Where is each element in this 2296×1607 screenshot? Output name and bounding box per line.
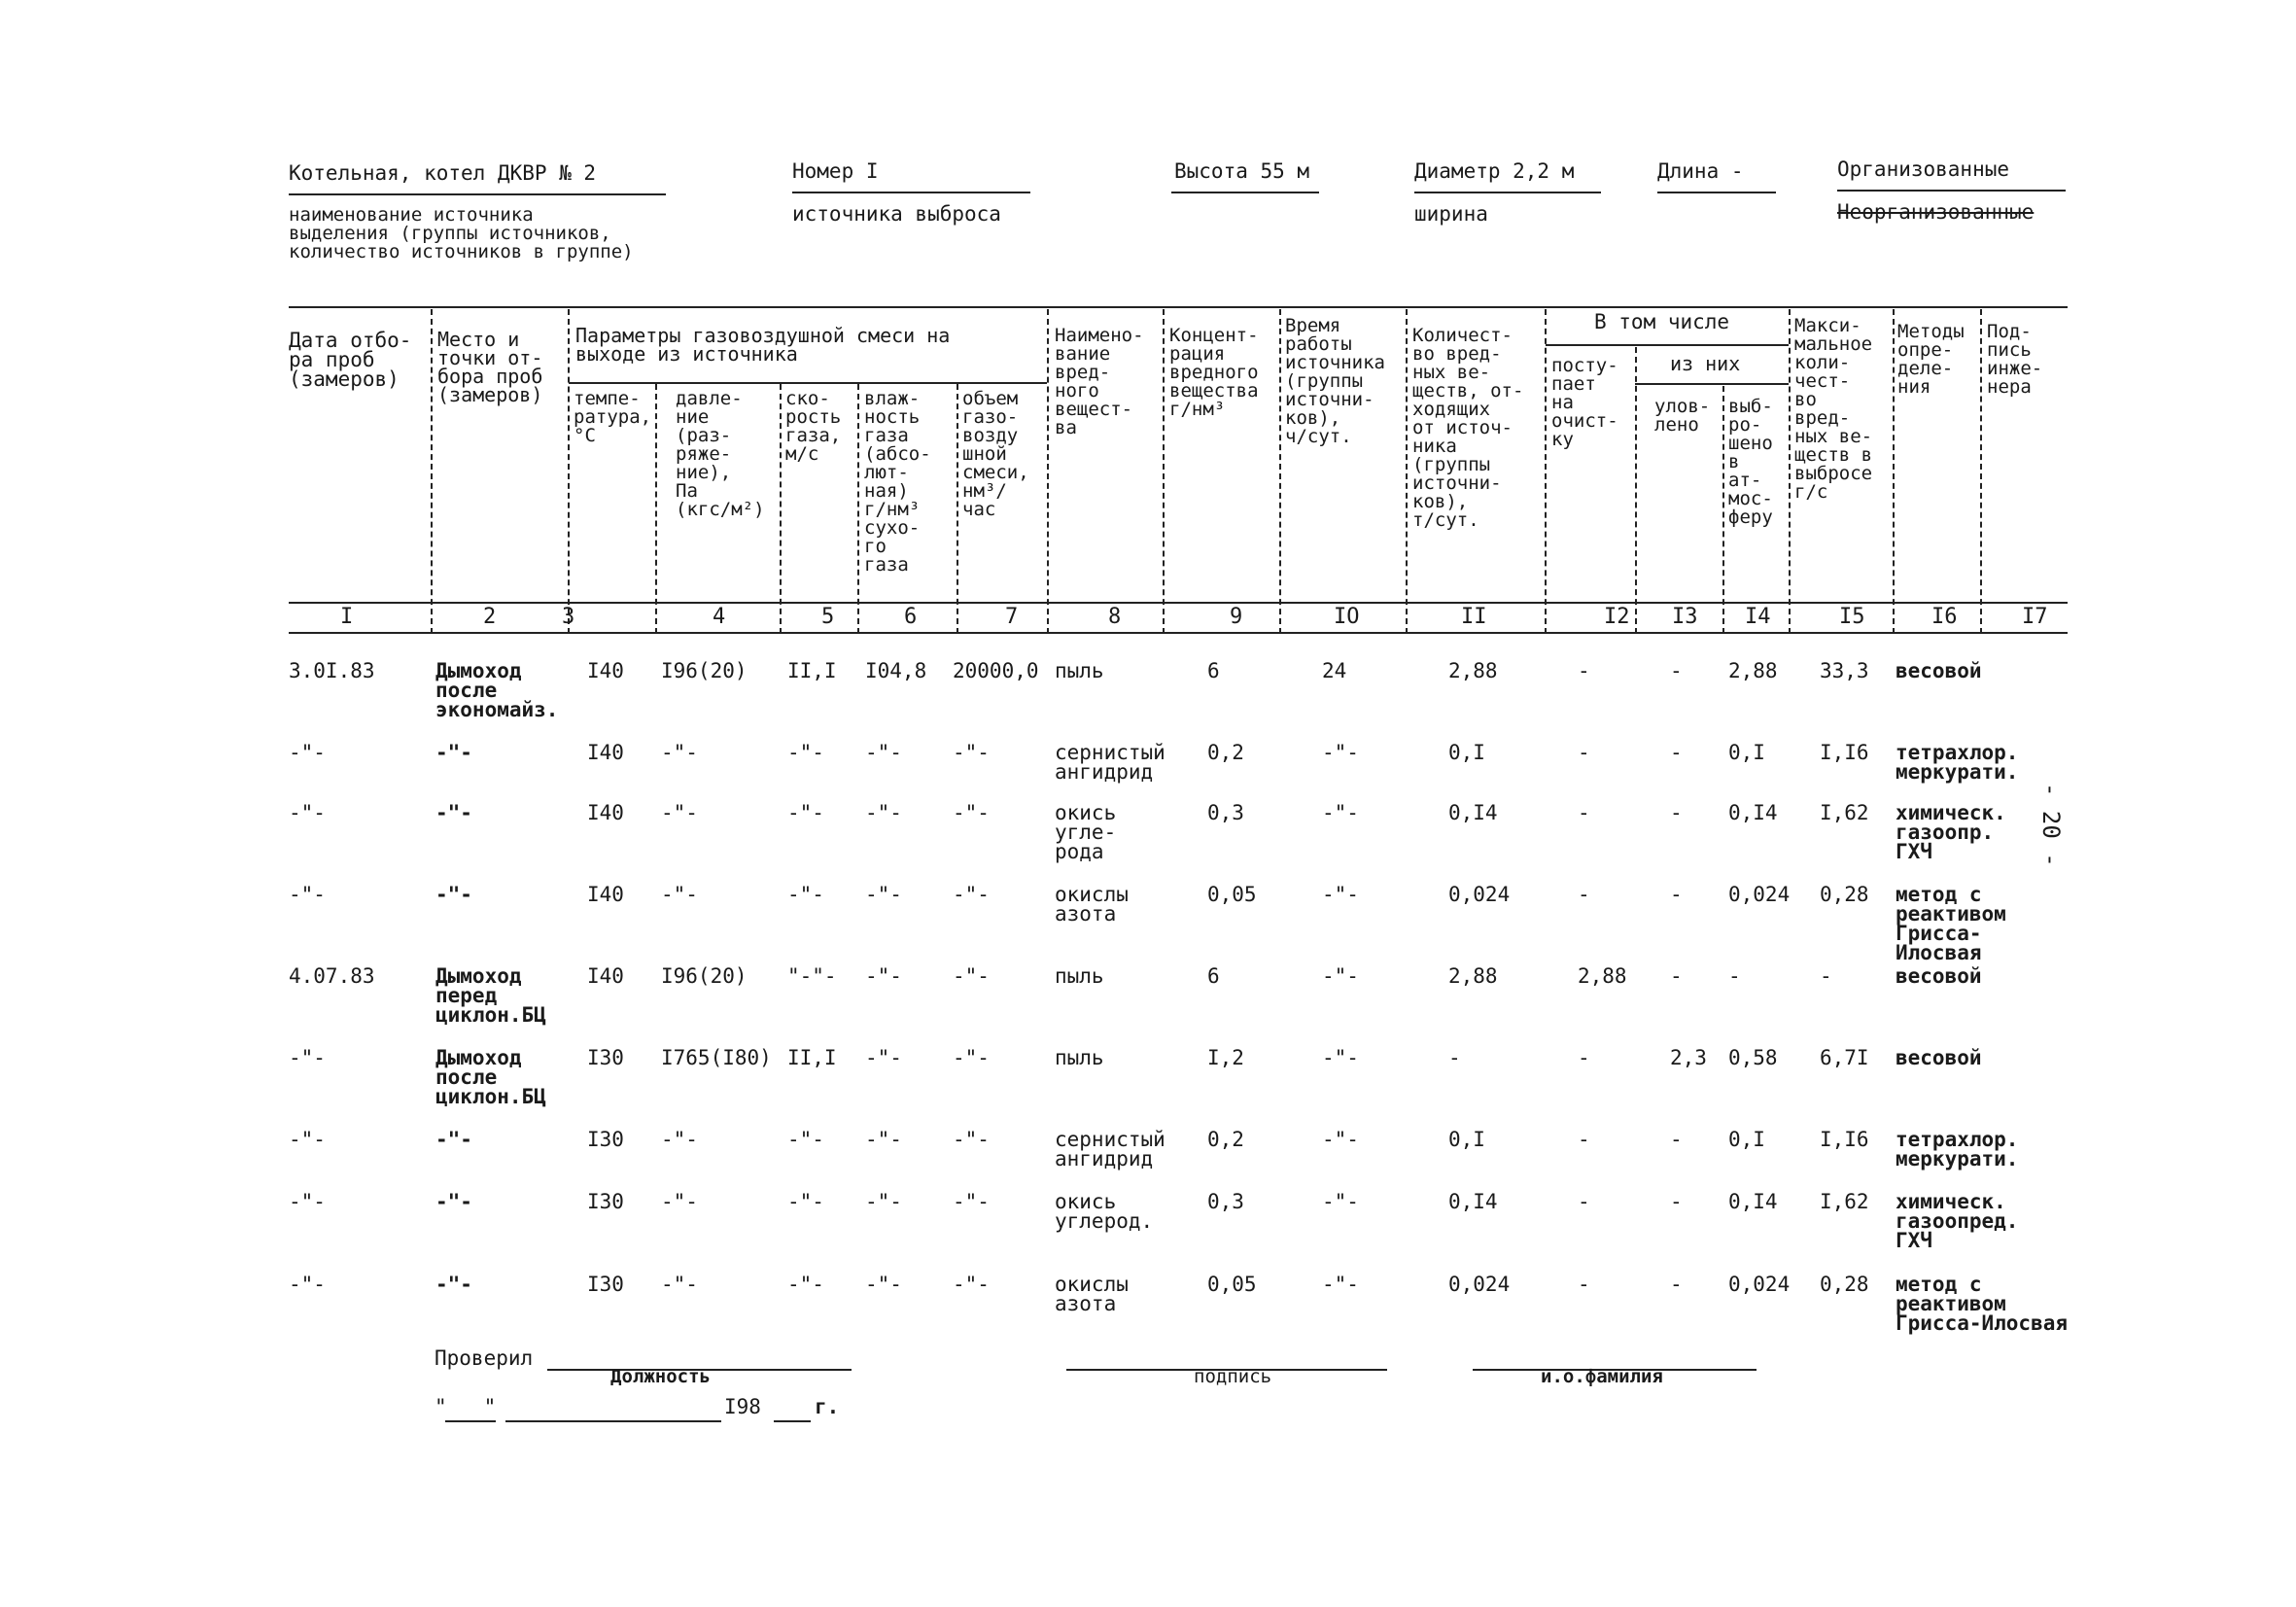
cell-to-clean: - xyxy=(1578,741,1590,764)
cell-speed: -"- xyxy=(787,741,824,764)
cell-method: химическ. газоопр. ГХЧ xyxy=(1896,801,2006,863)
cell-caught: - xyxy=(1670,964,1683,988)
divider xyxy=(1657,192,1776,193)
cell-to-clean: - xyxy=(1578,801,1590,824)
cell-caught: 2,3 xyxy=(1670,1046,1707,1069)
cell-to-clean: - xyxy=(1578,1046,1590,1069)
cell-max: - xyxy=(1820,964,1832,988)
cell-time: 24 xyxy=(1322,659,1347,682)
in-total-sub-border xyxy=(1546,344,1789,346)
divider xyxy=(1171,192,1319,193)
date-day-line xyxy=(445,1420,496,1422)
cell-place: -"- xyxy=(435,1273,472,1296)
divider xyxy=(792,192,1030,193)
cell-speed: II,I xyxy=(787,659,837,682)
column-number: 2 xyxy=(483,605,497,629)
cell-amount: 0,I4 xyxy=(1448,801,1498,824)
cell-max: 0,28 xyxy=(1820,1273,1869,1296)
cell-conc: 0,3 xyxy=(1207,801,1244,824)
cell-time: -"- xyxy=(1322,1128,1359,1151)
cell-date: 4.07.83 xyxy=(289,964,375,988)
table-top-border xyxy=(289,306,2068,308)
cell-place: -"- xyxy=(435,1128,472,1151)
col-sep xyxy=(1406,309,1409,634)
col-speed-header: ско- рость газа, м/с xyxy=(785,388,842,465)
cell-time: -"- xyxy=(1322,801,1359,824)
cell-date: -"- xyxy=(289,1190,326,1213)
cell-time: -"- xyxy=(1322,964,1359,988)
col-sep xyxy=(1893,309,1896,634)
column-number: II xyxy=(1461,605,1487,629)
cell-speed: II,I xyxy=(787,1046,837,1069)
cell-method: метод с реактивом Грисса- Илосвая xyxy=(1896,883,2006,964)
cell-substance: сернистый ангидрид xyxy=(1055,1128,1165,1170)
cell-caught: - xyxy=(1670,883,1683,906)
cell-pressure: I96(20) xyxy=(661,659,748,682)
source-name: Котельная, котел ДКВР № 2 xyxy=(289,161,597,185)
cell-method: тетрахлор. меркурати. xyxy=(1896,741,2019,784)
cell-place: Дымоход перед циклон.БЦ xyxy=(435,964,546,1027)
cell-substance: окись угле- рода xyxy=(1055,801,1117,863)
source-number: Номер I xyxy=(792,159,879,183)
cell-time: -"- xyxy=(1322,1190,1359,1213)
cell-method: тетрахлор. меркурати. xyxy=(1896,1128,2019,1170)
cell-conc: 0,05 xyxy=(1207,883,1257,906)
col-date-header: Дата отбо- ра проб (замеров) xyxy=(289,329,412,391)
cell-substance: пыль xyxy=(1055,1046,1104,1069)
col-pressure-header: давле- ние (раз- ряже- ние), Па (кгс/м²) xyxy=(676,388,765,520)
stack-height: Высота 55 м xyxy=(1174,159,1310,183)
unorganized-label: Неорганизованные xyxy=(1837,200,2035,224)
col-sep xyxy=(1279,309,1283,634)
cell-emitted: 0,I xyxy=(1728,1128,1765,1151)
divider xyxy=(289,193,666,195)
col-sep xyxy=(1980,309,1984,634)
cell-date: -"- xyxy=(289,1273,326,1296)
cell-to-clean: - xyxy=(1578,1273,1590,1296)
column-number: 6 xyxy=(904,605,918,629)
cell-to-clean: - xyxy=(1578,1190,1590,1213)
cell-volume: -"- xyxy=(953,741,990,764)
cell-volume: -"- xyxy=(953,1273,990,1296)
cell-humidity: I04,8 xyxy=(865,659,927,682)
col-volume-header: объем газо- возду шной смеси, нм³/ час xyxy=(962,388,1029,520)
cell-temp: I40 xyxy=(587,883,624,906)
column-number: I xyxy=(340,605,354,629)
cell-volume: -"- xyxy=(953,801,990,824)
cell-temp: I40 xyxy=(587,801,624,824)
col-sep xyxy=(431,309,435,634)
stack-length: Длина - xyxy=(1657,159,1744,183)
col-sep xyxy=(957,384,960,634)
cell-date: -"- xyxy=(289,801,326,824)
cell-temp: I30 xyxy=(587,1273,624,1296)
cell-place: -"- xyxy=(435,1190,472,1213)
cell-substance: сернистый ангидрид xyxy=(1055,741,1165,784)
cell-place: -"- xyxy=(435,801,472,824)
cell-humidity: -"- xyxy=(865,741,902,764)
col-sep xyxy=(568,309,572,634)
col-to-cleaning-header: посту- пает на очист- ку xyxy=(1551,355,1618,450)
cell-to-clean: - xyxy=(1578,883,1590,906)
page-number: - 20 - xyxy=(2037,783,2065,867)
col-sep xyxy=(1635,347,1639,634)
cell-conc: 0,3 xyxy=(1207,1190,1244,1213)
name-caption: и.о.фамилия xyxy=(1541,1366,1663,1387)
cell-amount: 0,024 xyxy=(1448,1273,1511,1296)
of-them-header: из них xyxy=(1670,352,1741,375)
cell-method: весовой xyxy=(1896,1046,1982,1069)
cell-humidity: -"- xyxy=(865,801,902,824)
col-signature-header: Под- пись инже- нера xyxy=(1987,321,2043,398)
source-caption: наименование источника выделения (группы источников, количество источников в группе) xyxy=(289,204,634,262)
cell-volume: 20000,0 xyxy=(953,659,1039,682)
column-number: I5 xyxy=(1839,605,1865,629)
column-number: 5 xyxy=(821,605,835,629)
column-number: I2 xyxy=(1604,605,1630,629)
cell-emitted: 0,I4 xyxy=(1728,1190,1778,1213)
params-sub-border xyxy=(569,382,1047,384)
cell-temp: I40 xyxy=(587,741,624,764)
cell-caught: - xyxy=(1670,1128,1683,1151)
cell-amount: - xyxy=(1448,1046,1461,1069)
col-emitted-header: выб- ро- шено в ат- мос- феру xyxy=(1728,396,1773,528)
cell-temp: I30 xyxy=(587,1190,624,1213)
col-method-header: Методы опре- деле- ния xyxy=(1897,321,1965,398)
numbers-top-border xyxy=(289,602,2068,604)
column-number: 4 xyxy=(713,605,726,629)
cell-volume: -"- xyxy=(953,1190,990,1213)
cell-speed: -"- xyxy=(787,883,824,906)
cell-amount: 2,88 xyxy=(1448,659,1498,682)
params-group-header: Параметры газовоздушной смеси на выходе из источника xyxy=(575,324,951,366)
date-month-line xyxy=(505,1420,721,1422)
cell-date: -"- xyxy=(289,1046,326,1069)
cell-amount: 0,I xyxy=(1448,1128,1485,1151)
cell-conc: I,2 xyxy=(1207,1046,1244,1069)
cell-volume: -"- xyxy=(953,1046,990,1069)
cell-amount: 0,I4 xyxy=(1448,1190,1498,1213)
cell-emitted: 0,I4 xyxy=(1728,801,1778,824)
col-max-header: Макси- мальное коли- чест- во вред- ных ве- ществ в выбросе г/с xyxy=(1794,315,1873,503)
cell-method: весовой xyxy=(1896,964,1982,988)
cell-substance: окислы азота xyxy=(1055,883,1129,926)
cell-humidity: -"- xyxy=(865,1190,902,1213)
cell-emitted: - xyxy=(1728,964,1741,988)
cell-pressure: -"- xyxy=(661,1128,698,1151)
cell-volume: -"- xyxy=(953,883,990,906)
cell-date: -"- xyxy=(289,883,326,906)
cell-max: 6,7I xyxy=(1820,1046,1869,1069)
cell-time: -"- xyxy=(1322,883,1359,906)
cell-emitted: 2,88 xyxy=(1728,659,1778,682)
year-line xyxy=(774,1420,811,1422)
cell-amount: 2,88 xyxy=(1448,964,1498,988)
cell-max: I,I6 xyxy=(1820,1128,1869,1151)
column-number: 9 xyxy=(1230,605,1243,629)
col-substance-header: Наимено- вание вред- ного вещест- ва xyxy=(1055,325,1144,438)
cell-temp: I40 xyxy=(587,964,624,988)
col-work-time-header: Время работы источника (группы источни- ков), ч/сут. xyxy=(1285,315,1385,447)
cell-humidity: -"- xyxy=(865,1046,902,1069)
cell-emitted: 0,024 xyxy=(1728,883,1791,906)
cell-temp: I30 xyxy=(587,1128,624,1151)
cell-place: -"- xyxy=(435,741,472,764)
signature-caption: подпись xyxy=(1194,1366,1272,1387)
cell-caught: - xyxy=(1670,659,1683,682)
cell-date: -"- xyxy=(289,741,326,764)
cell-caught: - xyxy=(1670,1273,1683,1296)
cell-date: 3.0I.83 xyxy=(289,659,375,682)
cell-pressure: -"- xyxy=(661,1273,698,1296)
col-sep xyxy=(655,384,659,634)
cell-conc: 6 xyxy=(1207,659,1220,682)
cell-caught: - xyxy=(1670,741,1683,764)
cell-substance: пыль xyxy=(1055,659,1104,682)
cell-time: -"- xyxy=(1322,741,1359,764)
year-prefix: I98 xyxy=(724,1395,761,1418)
checked-label: Проверил xyxy=(435,1346,534,1370)
cell-substance: окись углерод. xyxy=(1055,1190,1154,1233)
col-sep xyxy=(1545,309,1548,634)
cell-to-clean: - xyxy=(1578,1128,1590,1151)
cell-speed: -"- xyxy=(787,1190,824,1213)
cell-amount: 0,024 xyxy=(1448,883,1511,906)
cell-place: Дымоход после экономайз. xyxy=(435,659,559,721)
divider xyxy=(1414,192,1601,193)
col-caught-header: улов- лено xyxy=(1654,396,1711,436)
col-place-header: Место и точки от- бора проб (замеров) xyxy=(437,328,543,406)
cell-conc: 0,05 xyxy=(1207,1273,1257,1296)
cell-emitted: 0,58 xyxy=(1728,1046,1778,1069)
cell-pressure: I765(I80) xyxy=(661,1046,772,1069)
col-concentration-header: Концент- рация вредного вещества г/нм³ xyxy=(1169,325,1259,420)
column-number: 7 xyxy=(1005,605,1019,629)
cell-conc: 6 xyxy=(1207,964,1220,988)
column-number: IO xyxy=(1334,605,1360,629)
cell-caught: - xyxy=(1670,1190,1683,1213)
cell-speed: "-"- xyxy=(787,964,837,988)
col-sep xyxy=(1047,309,1051,634)
cell-place: Дымоход после циклон.БЦ xyxy=(435,1046,546,1108)
cell-place: -"- xyxy=(435,883,472,906)
column-number: 3 xyxy=(562,605,575,629)
cell-caught: - xyxy=(1670,801,1683,824)
cell-volume: -"- xyxy=(953,964,990,988)
cell-max: I,62 xyxy=(1820,801,1869,824)
col-sep xyxy=(1163,309,1166,634)
cell-volume: -"- xyxy=(953,1128,990,1151)
column-number: 8 xyxy=(1108,605,1122,629)
col-humidity-header: влаж- ность газа (абсо- лют- ная) г/нм³ сухо- го газа xyxy=(864,388,931,576)
cell-pressure: I96(20) xyxy=(661,964,748,988)
cell-to-clean: 2,88 xyxy=(1578,964,1627,988)
cell-method: весовой xyxy=(1896,659,1982,682)
cell-emitted: 0,I xyxy=(1728,741,1765,764)
number-caption: источника выброса xyxy=(792,202,1001,226)
width-caption: ширина xyxy=(1414,202,1488,226)
column-number: I6 xyxy=(1931,605,1958,629)
cell-conc: 0,2 xyxy=(1207,1128,1244,1151)
cell-max: 0,28 xyxy=(1820,883,1869,906)
cell-to-clean: - xyxy=(1578,659,1590,682)
cell-method: химическ. газоопред. ГХЧ xyxy=(1896,1190,2019,1252)
cell-humidity: -"- xyxy=(865,883,902,906)
col-sep xyxy=(857,384,861,634)
col-temp-header: темпе- ратура, °С xyxy=(574,388,652,446)
col-amount-header: Количест- во вред- ных ве- ществ, от- ходящих от источ- ника (группы источни- ков), т/сут. xyxy=(1412,325,1524,531)
organized-label: Организованные xyxy=(1837,157,2010,181)
cell-method: метод с реактивом Грисса-Илосвая xyxy=(1896,1273,2069,1335)
cell-pressure: -"- xyxy=(661,883,698,906)
cell-speed: -"- xyxy=(787,801,824,824)
col-sep xyxy=(1789,309,1792,634)
cell-pressure: -"- xyxy=(661,741,698,764)
column-number: I4 xyxy=(1745,605,1771,629)
cell-pressure: -"- xyxy=(661,801,698,824)
date-quotes: " " xyxy=(435,1395,497,1418)
cell-temp: I30 xyxy=(587,1046,624,1069)
position-caption: Должность xyxy=(610,1366,711,1387)
numbers-bottom-border xyxy=(289,632,2068,634)
cell-pressure: -"- xyxy=(661,1190,698,1213)
col-sep xyxy=(1722,386,1726,634)
cell-max: I,I6 xyxy=(1820,741,1869,764)
cell-substance: пыль xyxy=(1055,964,1104,988)
cell-speed: -"- xyxy=(787,1128,824,1151)
divider xyxy=(1837,190,2066,192)
cell-max: 33,3 xyxy=(1820,659,1869,682)
in-total-header: В том числе xyxy=(1594,310,1730,333)
cell-max: I,62 xyxy=(1820,1190,1869,1213)
cell-temp: I40 xyxy=(587,659,624,682)
cell-amount: 0,I xyxy=(1448,741,1485,764)
cell-humidity: -"- xyxy=(865,964,902,988)
column-number: I3 xyxy=(1672,605,1698,629)
cell-humidity: -"- xyxy=(865,1273,902,1296)
col-sep xyxy=(780,384,783,634)
cell-emitted: 0,024 xyxy=(1728,1273,1791,1296)
cell-humidity: -"- xyxy=(865,1128,902,1151)
cell-conc: 0,2 xyxy=(1207,741,1244,764)
column-number: I7 xyxy=(2022,605,2048,629)
year-suffix: г. xyxy=(815,1395,840,1418)
stack-diameter: Диаметр 2,2 м xyxy=(1414,159,1575,183)
cell-time: -"- xyxy=(1322,1273,1359,1296)
of-them-sub-border xyxy=(1635,383,1789,385)
cell-substance: окислы азота xyxy=(1055,1273,1129,1315)
cell-date: -"- xyxy=(289,1128,326,1151)
cell-speed: -"- xyxy=(787,1273,824,1296)
cell-time: -"- xyxy=(1322,1046,1359,1069)
